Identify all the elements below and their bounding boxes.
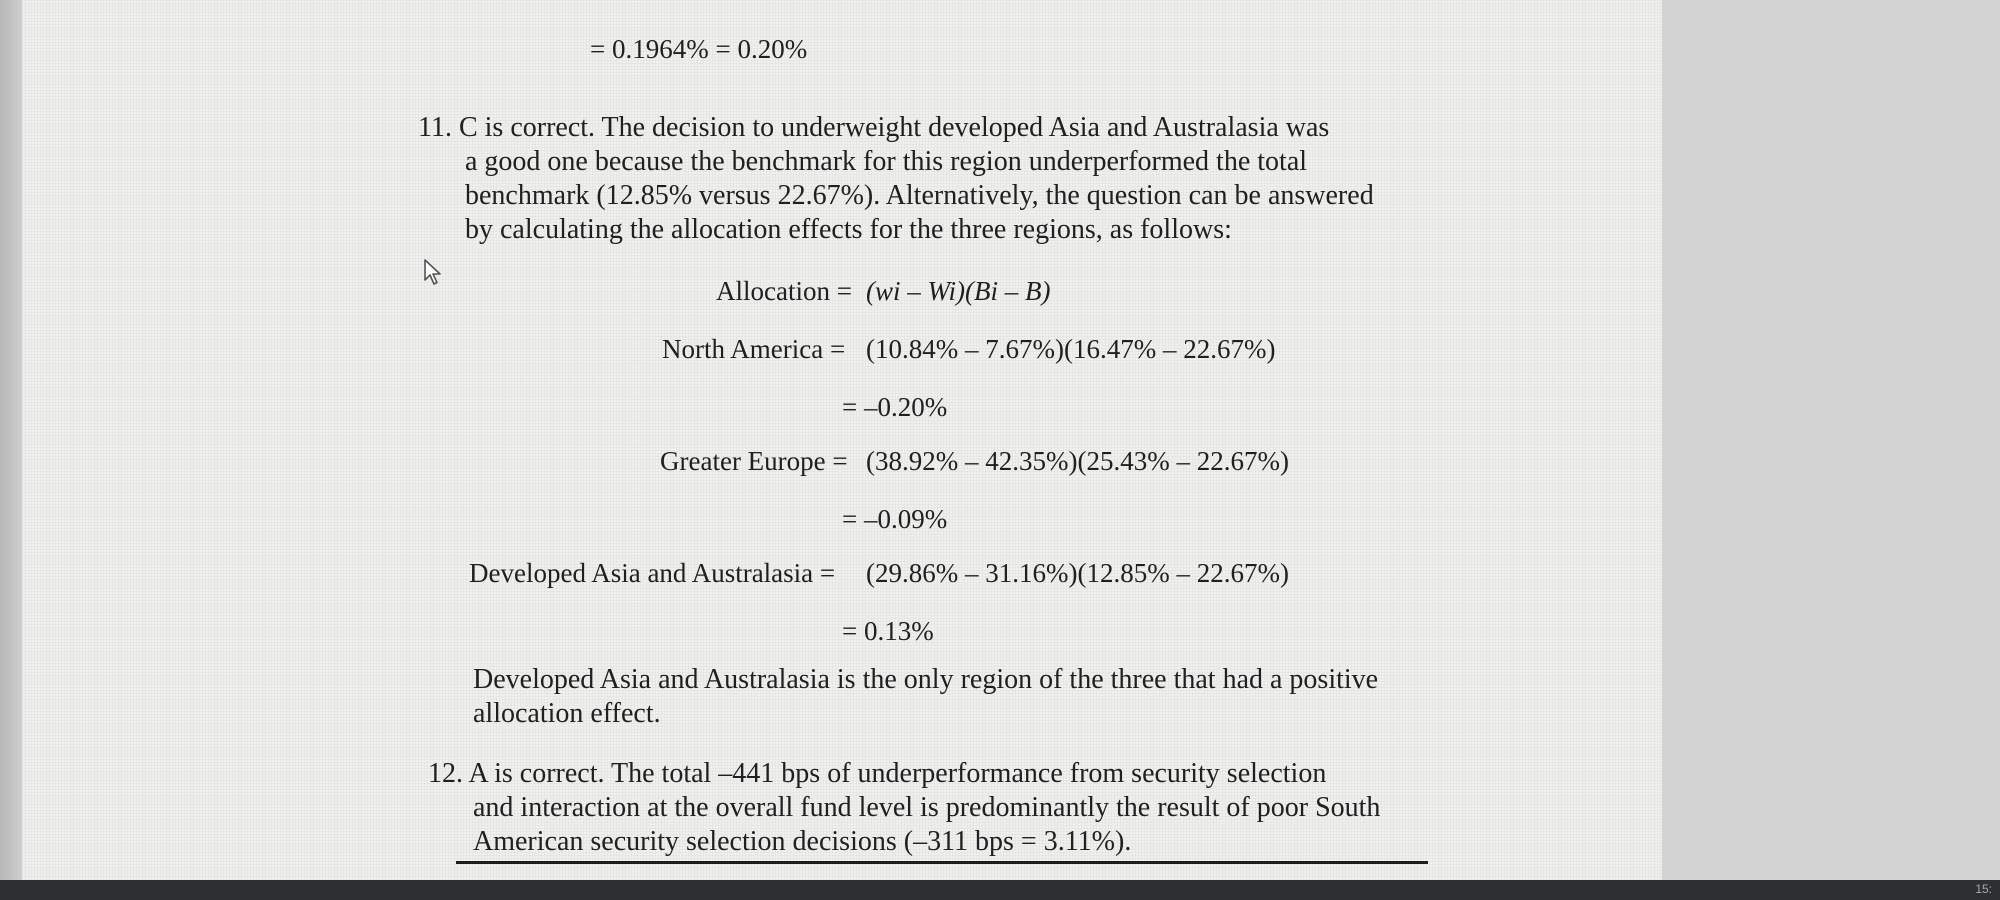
developed-asia-result: = 0.13% (842, 616, 934, 646)
bottom-rule (456, 861, 1428, 864)
north-america-label: North America = (662, 334, 846, 364)
answer-12-line-2: and interaction at the overall fund level is predominantly the result of poor South (473, 792, 1381, 823)
conclusion-line-1: Developed Asia and Australasia is the only region of the three that had a positive (473, 664, 1379, 695)
screen-left-edge (0, 0, 22, 880)
greater-europe-expression: (38.92% – 42.35%)(25.43% – 22.67%) (866, 446, 1289, 476)
north-america-expression: (10.84% – 7.67%)(16.47% – 22.67%) (866, 334, 1276, 364)
greater-europe-label: Greater Europe = (660, 446, 848, 476)
document-page[interactable] (22, 0, 1662, 880)
answer-12-line-1: 12. A is correct. The total –441 bps of underperformance from security selection (428, 758, 1327, 789)
allocation-formula-label: Allocation = (716, 276, 852, 306)
taskbar-clock[interactable]: 15: (1975, 882, 1992, 896)
answer-11-line-3: benchmark (12.85% versus 22.67%). Alternatively, the question can be answered (465, 180, 1374, 211)
answer-11-line-4: by calculating the allocation effects for the three regions, as follows: (465, 214, 1232, 245)
developed-asia-expression: (29.86% – 31.16%)(12.85% – 22.67%) (866, 558, 1289, 588)
allocation-formula-expression: (wi – Wi)(Bi – B) (866, 276, 1051, 306)
answer-11-line-1: 11. C is correct. The decision to underweight developed Asia and Australasia was (418, 112, 1330, 143)
developed-asia-label: Developed Asia and Australasia = (469, 558, 836, 588)
greater-europe-result: = –0.09% (842, 504, 948, 534)
answer-12-line-3: American security selection decisions (–311 bps = 3.11%). (473, 826, 1132, 857)
taskbar (0, 880, 2000, 900)
answer-11-line-2: a good one because the benchmark for this region underperformed the total (465, 146, 1308, 177)
desktop-background (1662, 0, 2000, 880)
conclusion-line-2: allocation effect. (473, 698, 661, 729)
previous-result: = 0.1964% = 0.20% (590, 34, 808, 64)
mouse-cursor-icon (423, 258, 447, 286)
north-america-result: = –0.20% (842, 392, 948, 422)
